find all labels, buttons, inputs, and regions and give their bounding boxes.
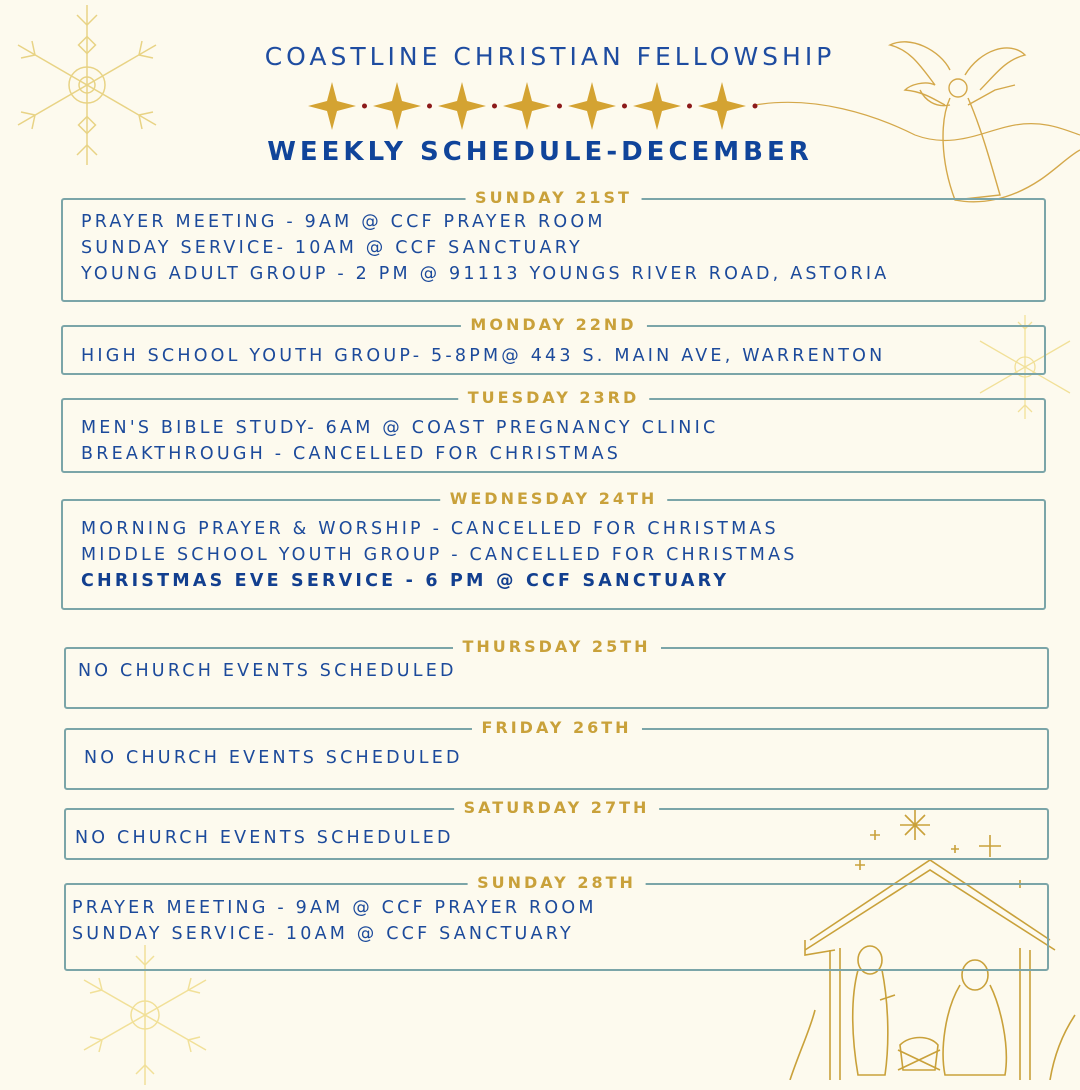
star-icon <box>308 82 356 130</box>
day-label: SUNDAY 28TH <box>467 871 646 895</box>
day-label: SUNDAY 21ST <box>465 186 642 210</box>
day-card-wednesday-24 <box>61 489 1046 610</box>
day-card-friday-26 <box>64 718 1049 790</box>
star-icon <box>438 82 486 130</box>
day-label: MONDAY 22ND <box>460 313 646 337</box>
star-icon <box>373 82 421 130</box>
event-line: NO CHURCH EVENTS SCHEDULED <box>84 748 463 768</box>
star-icon <box>568 82 616 130</box>
event-line: NO CHURCH EVENTS SCHEDULED <box>75 828 454 848</box>
star-icon <box>503 82 551 130</box>
day-label: FRIDAY 26TH <box>471 716 641 740</box>
star-icon <box>698 82 746 130</box>
day-card-thursday-25 <box>64 637 1049 709</box>
event-line: SUNDAY SERVICE- 10AM @ CCF SANCTUARY <box>72 924 574 944</box>
event-line: MEN'S BIBLE STUDY- 6AM @ COAST PREGNANCY CLINIC <box>81 418 719 438</box>
event-line: NO CHURCH EVENTS SCHEDULED <box>78 661 457 681</box>
church-name: COASTLINE CHRISTIAN FELLOWSHIP <box>264 42 836 71</box>
event-line: SUNDAY SERVICE- 10AM @ CCF SANCTUARY <box>81 238 583 258</box>
event-line: MORNING PRAYER & WORSHIP - CANCELLED FOR CHRISTMAS <box>81 519 779 539</box>
star-divider <box>300 78 770 138</box>
day-card-tuesday-23 <box>61 388 1046 473</box>
day-label: TUESDAY 23RD <box>458 386 650 410</box>
day-card-saturday-27 <box>64 798 1049 860</box>
day-label: THURSDAY 25TH <box>453 635 661 659</box>
day-label: WEDNESDAY 24TH <box>440 487 668 511</box>
schedule-title: WEEKLY SCHEDULE-DECEMBER <box>267 137 813 167</box>
event-line-highlight: CHRISTMAS EVE SERVICE - 6 PM @ CCF SANCTUARY <box>81 571 730 591</box>
event-line: PRAYER MEETING - 9AM @ CCF PRAYER ROOM <box>81 212 606 232</box>
event-line: BREAKTHROUGH - CANCELLED FOR CHRISTMAS <box>81 444 622 464</box>
day-card-sunday-28 <box>64 873 1049 971</box>
event-line: MIDDLE SCHOOL YOUTH GROUP - CANCELLED FOR CHRISTMAS <box>81 545 798 565</box>
star-icon <box>633 82 681 130</box>
event-line: YOUNG ADULT GROUP - 2 PM @ 91113 YOUNGS RIVER ROAD, ASTORIA <box>81 264 890 284</box>
day-card-monday-22 <box>61 315 1046 375</box>
event-line: PRAYER MEETING - 9AM @ CCF PRAYER ROOM <box>72 898 597 918</box>
event-line: HIGH SCHOOL YOUTH GROUP- 5-8PM@ 443 S. MAIN AVE, WARRENTON <box>81 346 886 366</box>
day-label: SATURDAY 27TH <box>454 796 660 820</box>
day-card-sunday-21 <box>61 188 1046 302</box>
